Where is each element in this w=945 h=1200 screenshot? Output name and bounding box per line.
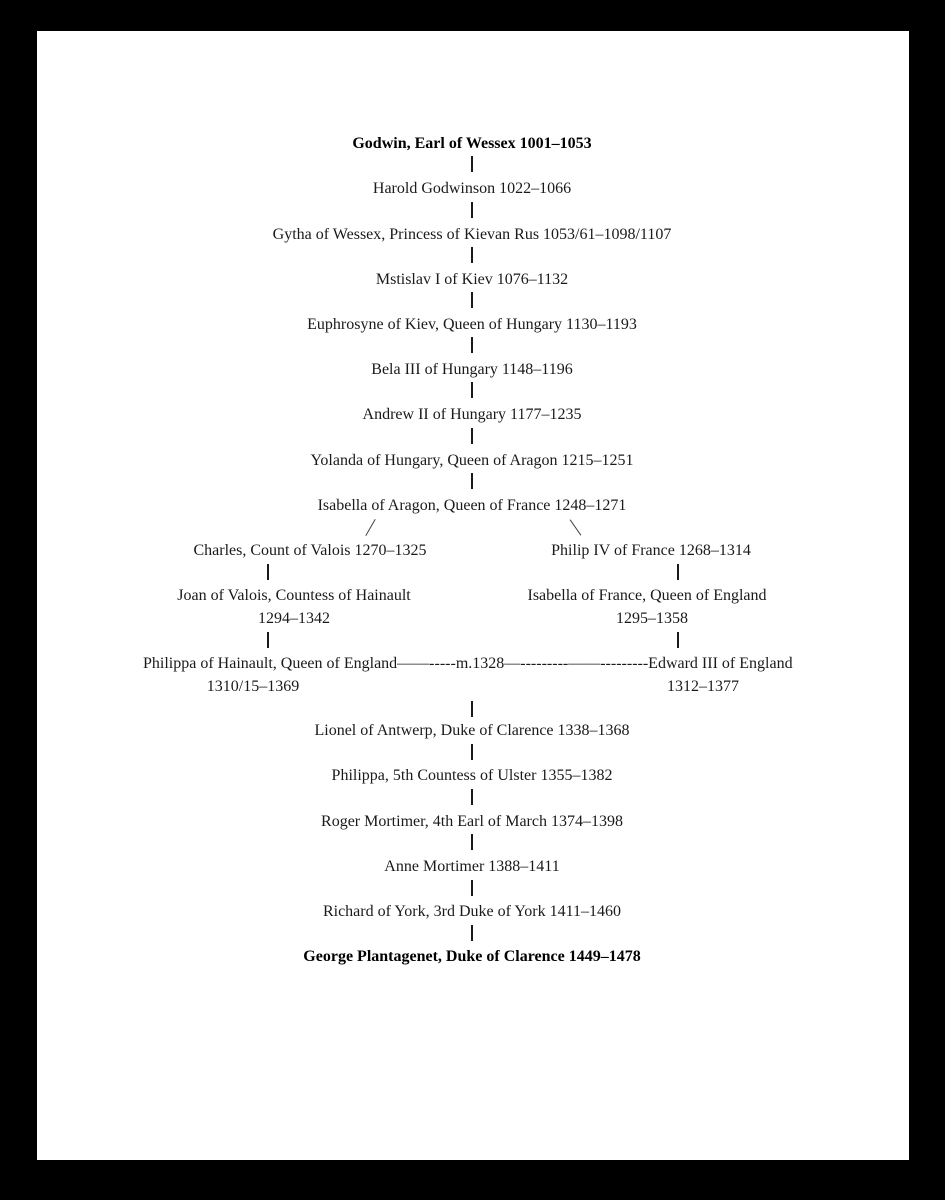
descent-line [471, 247, 473, 263]
person-roger-mortimer: Roger Mortimer, 4th Earl of March 1374–1398 [321, 813, 623, 830]
final-person: George Plantagenet, Duke of Clarence 1449–1478 [303, 948, 641, 965]
marriage-connector-left: ——----- [397, 655, 456, 672]
marriage-label: m.1328 [455, 655, 505, 672]
descent-line [471, 292, 473, 308]
descent-line [471, 701, 473, 717]
person-edward-iii: Edward III of England [648, 655, 793, 672]
descent-line [267, 564, 269, 580]
person-philippa-countess-of-ulster: Philippa, 5th Countess of Ulster 1355–1382 [331, 767, 613, 784]
isabella-of-france-dates: 1295–1358 [616, 610, 688, 627]
edward-iii-dates: 1312–1377 [667, 678, 739, 695]
person-joan-of-valois: Joan of Valois, Countess of Hainault [177, 587, 411, 604]
root-person: Godwin, Earl of Wessex 1001–1053 [352, 135, 592, 152]
descent-line [471, 834, 473, 850]
descent-line [471, 337, 473, 353]
descent-line [267, 632, 269, 648]
person-andrew-ii: Andrew II of Hungary 1177–1235 [362, 406, 582, 423]
person-gytha-of-wessex: Gytha of Wessex, Princess of Kievan Rus 1053/61–1098/1107 [272, 226, 672, 243]
descent-line [471, 156, 473, 172]
person-harold-godwinson: Harold Godwinson 1022–1066 [372, 180, 572, 197]
person-philip-iv: Philip IV of France 1268–1314 [551, 542, 751, 559]
philippa-of-hainault-dates: 1310/15–1369 [206, 678, 300, 695]
person-bela-iii: Bela III of Hungary 1148–1196 [371, 361, 573, 378]
marriage-connector-right: —---------——--------- [504, 655, 649, 672]
person-philippa-of-hainault: Philippa of Hainault, Queen of England [143, 655, 398, 672]
person-richard-of-york: Richard of York, 3rd Duke of York 1411–1460 [322, 903, 622, 920]
descent-line [471, 925, 473, 941]
descent-line [471, 202, 473, 218]
descent-line [471, 880, 473, 896]
family-tree-page [37, 31, 909, 1160]
person-anne-mortimer: Anne Mortimer 1388–1411 [384, 858, 560, 875]
descent-line [471, 382, 473, 398]
descent-line [471, 473, 473, 489]
descent-line [677, 632, 679, 648]
descent-line [471, 744, 473, 760]
marriage-line [143, 655, 793, 673]
branch-line-left [365, 519, 375, 536]
descent-line [677, 564, 679, 580]
person-lionel-of-antwerp: Lionel of Antwerp, Duke of Clarence 1338–1368 [314, 722, 630, 739]
joan-of-valois-dates: 1294–1342 [258, 610, 330, 627]
descent-line [471, 428, 473, 444]
person-euphrosyne-of-kiev: Euphrosyne of Kiev, Queen of Hungary 1130–1193 [307, 316, 637, 333]
descent-line [471, 789, 473, 805]
person-isabella-of-aragon: Isabella of Aragon, Queen of France 1248–1271 [317, 497, 627, 514]
person-mstislav-i: Mstislav I of Kiev 1076–1132 [375, 271, 569, 288]
person-yolanda-of-hungary: Yolanda of Hungary, Queen of Aragon 1215–1251 [310, 452, 634, 469]
person-charles-of-valois: Charles, Count of Valois 1270–1325 [193, 542, 427, 559]
person-isabella-of-france: Isabella of France, Queen of England [527, 587, 767, 604]
branch-line-right [570, 519, 582, 535]
